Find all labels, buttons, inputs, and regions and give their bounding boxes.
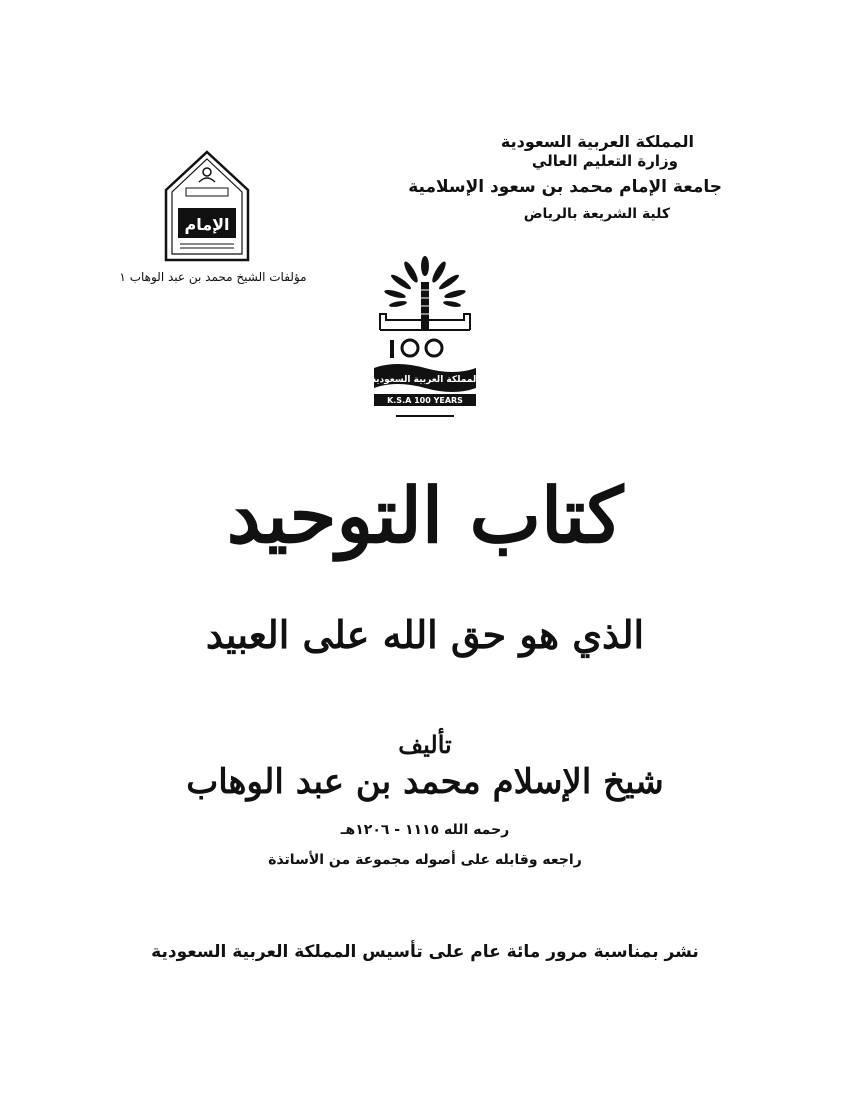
author-dates: رحمه الله ١١١٥ - ١٢٠٦هـ: [340, 822, 510, 838]
college-name: كلية الشريعة بالرياض: [523, 206, 670, 222]
series-label: مؤلفات الشيخ محمد بن عبد الوهاب ١: [119, 270, 307, 284]
book-subtitle: الذي هو حق الله على العبيد: [205, 612, 645, 657]
header-block: [408, 132, 722, 224]
palm-tree-emblem-icon: [366, 256, 484, 428]
university-name: جامعة الإمام محمد بن سعود الإسلامية: [408, 176, 722, 197]
reviewed-by-note: راجعه وقابله على أصوله مجموعة من الأساتذة: [268, 852, 582, 868]
kingdom-name: المملكة العربية السعودية: [500, 132, 694, 151]
publication-note: نشر بمناسبة مرور مائة عام على تأسيس المملكة العربية السعودية: [151, 942, 699, 962]
university-emblem-icon: [164, 150, 250, 262]
university-logo-text: الإمام: [184, 215, 230, 234]
emblem-english-text: K.S.A 100 YEARS: [387, 396, 463, 405]
authored-by-label: تأليف: [398, 730, 452, 759]
ministry-name: وزارة التعليم العالي: [531, 152, 678, 170]
book-title: كتاب التوحيد: [226, 471, 624, 560]
emblem-arabic-text: المملكة العربية السعودية: [370, 375, 480, 385]
author-name: شيخ الإسلام محمد بن عبد الوهاب: [186, 762, 664, 802]
